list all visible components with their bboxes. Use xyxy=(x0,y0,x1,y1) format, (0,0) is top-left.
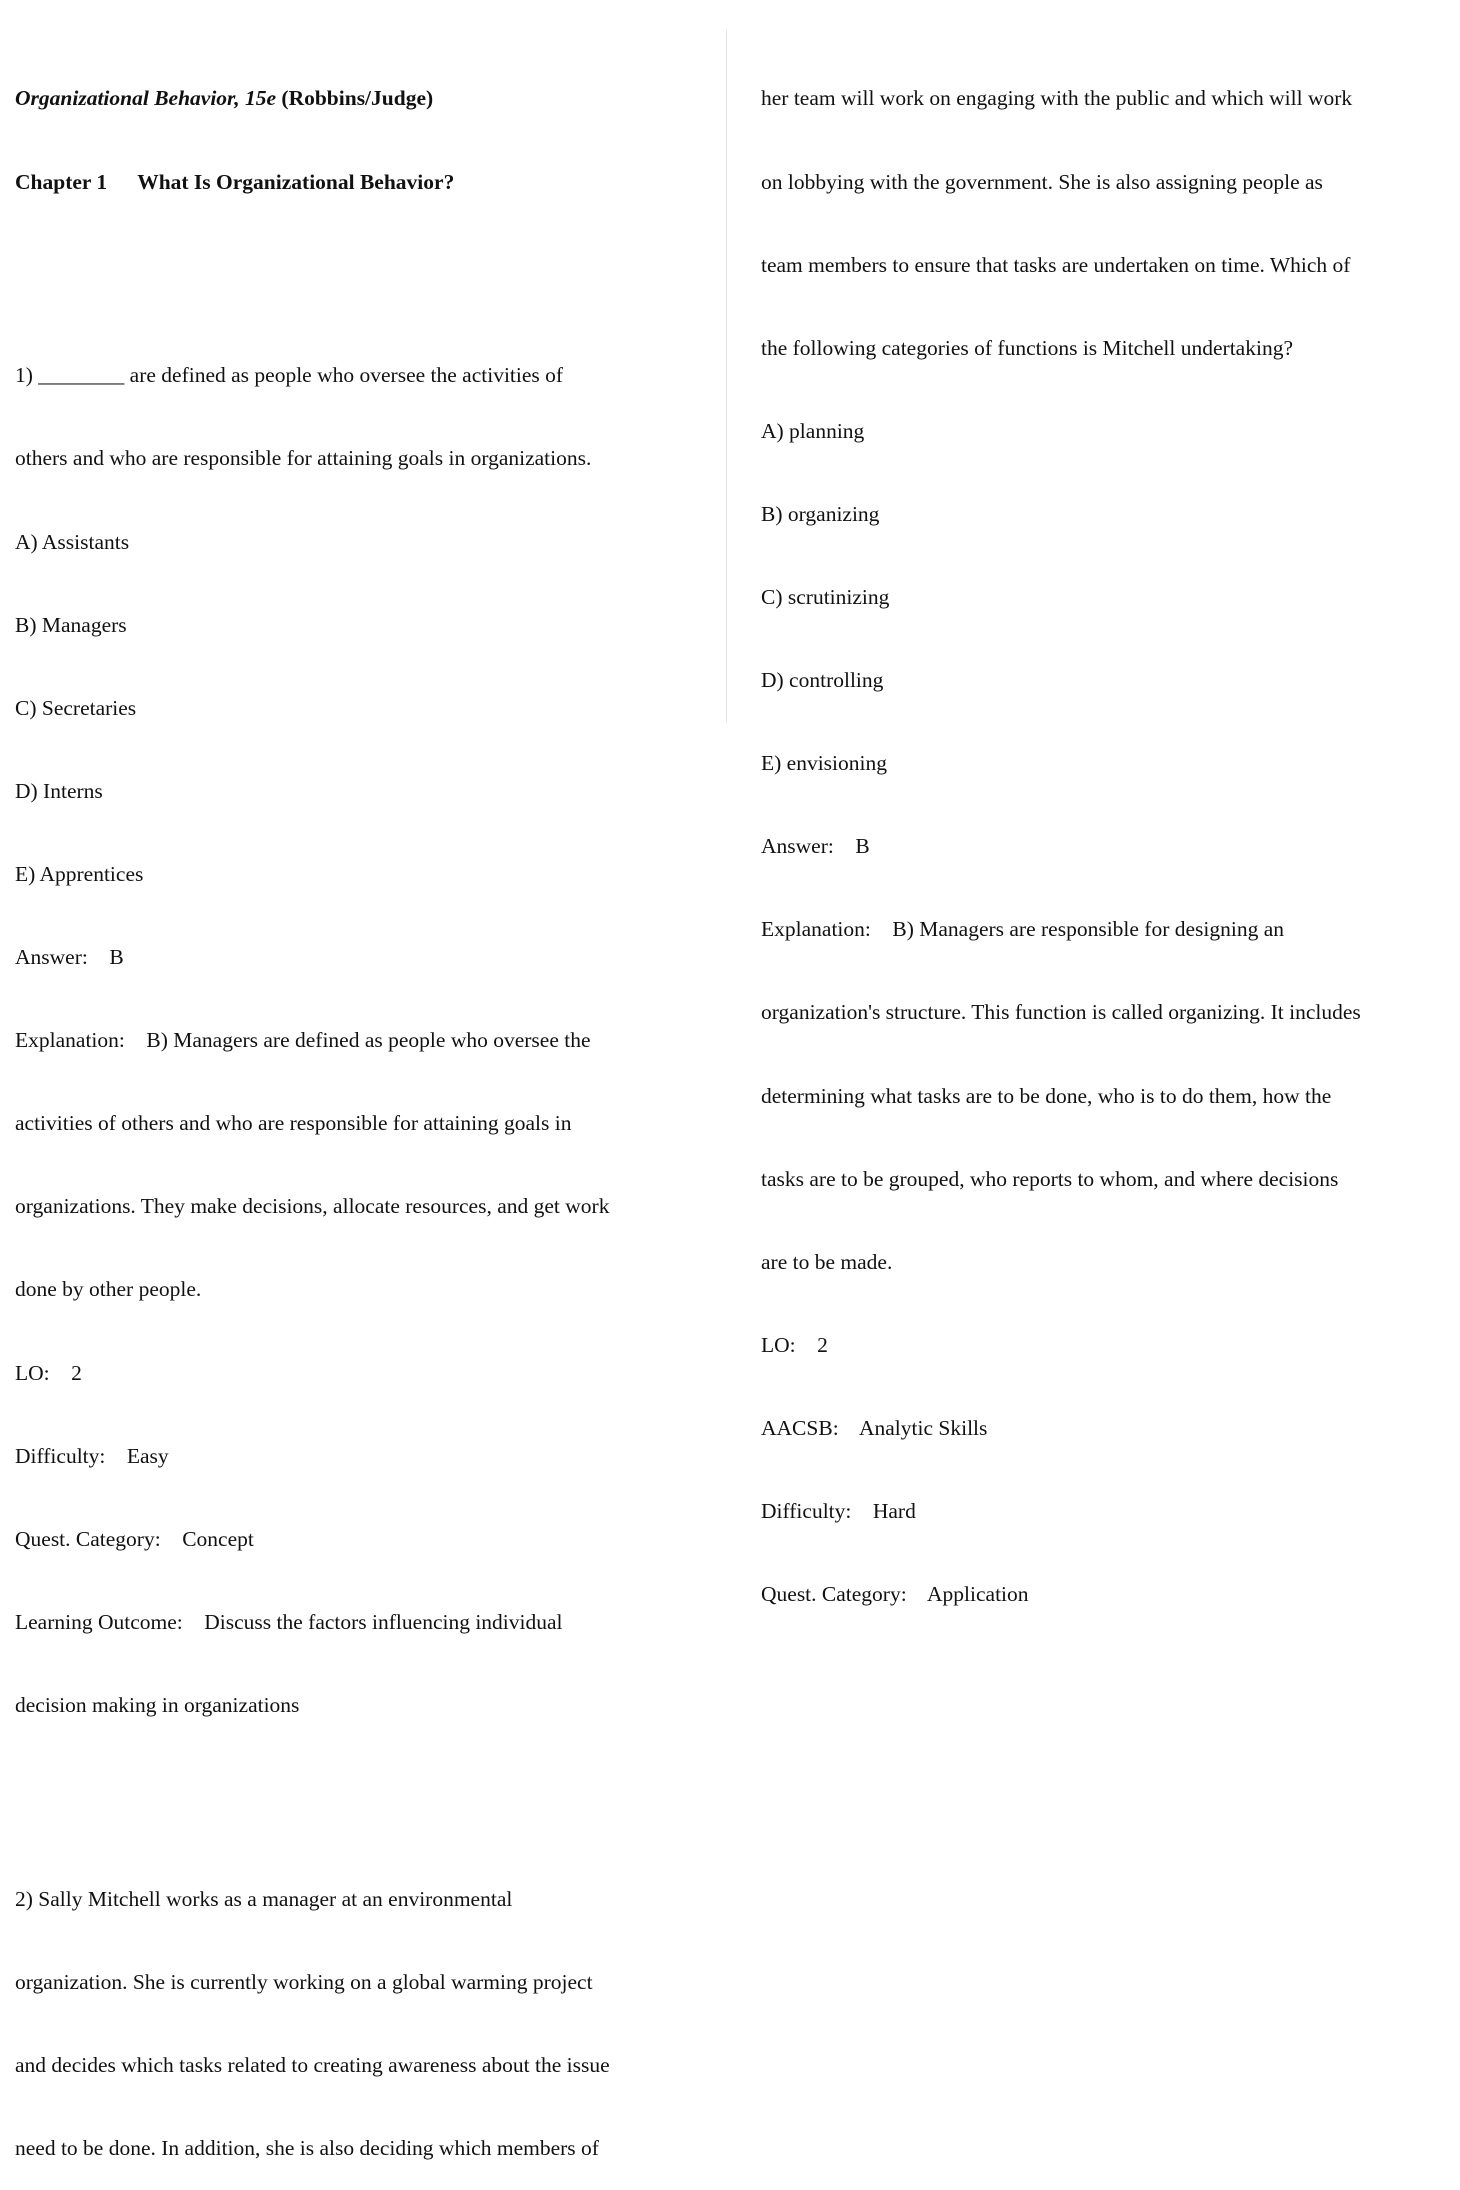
question-2-category: Quest. Category: Application xyxy=(761,1582,1029,1607)
question-2-explanation-line: tasks are to be grouped, who reports to whom, and where decisions xyxy=(761,1166,1339,1191)
question-2-stem-line: organization. She is currently working on a global warming project xyxy=(15,1969,593,1994)
question-2-stem-line: team members to ensure that tasks are undertaken on time. Which of xyxy=(761,252,1351,277)
question-1-learning-outcome: Learning Outcome: Discuss the factors influencing individual xyxy=(15,1609,563,1634)
question-2-explanation-line: organization's structure. This function is called organizing. It includes xyxy=(761,1000,1361,1025)
question-1-explanation-line: activities of others and who are responsible for attaining goals in xyxy=(15,1111,572,1136)
question-2-stem-line: 2) Sally Mitchell works as a manager at an environmental xyxy=(15,1886,513,1911)
question-2-explanation-line: are to be made. xyxy=(761,1249,893,1274)
question-2-stem-line: need to be done. In addition, she is also deciding which members of xyxy=(15,2136,599,2161)
spacer xyxy=(15,1775,715,1803)
chapter-label: Chapter 1 xyxy=(15,169,108,194)
question-2-explanation-line: Explanation: B) Managers are responsible for designing an xyxy=(761,917,1285,942)
question-2-stem-line: and decides which tasks related to creating awareness about the issue xyxy=(15,2052,610,2077)
question-1-lo: LO: 2 xyxy=(15,1360,82,1385)
question-2-stem-line: on lobbying with the government. She is also assigning people as xyxy=(761,169,1323,194)
question-1-explanation-line: organizations. They make decisions, allocate resources, and get work xyxy=(15,1194,610,1219)
question-1-stem-line: 1) ________ are defined as people who oversee the activities of xyxy=(15,363,564,388)
question-1-option-c: C) Secretaries xyxy=(15,695,137,720)
book-title-line xyxy=(15,85,715,113)
question-1-option-e: E) Apprentices xyxy=(15,861,144,886)
spacer xyxy=(15,252,715,280)
question-1-explanation-line: Explanation: B) Managers are defined as people who oversee the xyxy=(15,1028,591,1053)
question-2-stem-line: the following categories of functions is Mitchell undertaking? xyxy=(761,335,1293,360)
question-2-option-c: C) scrutinizing xyxy=(761,584,890,609)
question-1-explanation-line: done by other people. xyxy=(15,1277,202,1302)
question-2-explanation-line: determining what tasks are to be done, who is to do them, how the xyxy=(761,1083,1332,1108)
question-2-difficulty: Difficulty: Hard xyxy=(761,1499,916,1523)
question-1-answer: Answer: B xyxy=(15,945,124,970)
question-1-option-b: B) Managers xyxy=(15,612,127,637)
right-column xyxy=(761,30,1451,1636)
column-divider xyxy=(726,30,727,723)
book-title: Organizational Behavior, 15e xyxy=(15,86,277,111)
book-authors: (Robbins/Judge) xyxy=(276,86,434,111)
question-2-option-a: A) planning xyxy=(761,418,865,443)
question-1-stem-line: others and who are responsible for attaining goals in organizations. xyxy=(15,446,592,471)
question-1-option-a: A) Assistants xyxy=(15,529,130,554)
left-column xyxy=(15,30,715,2190)
question-2-stem-line: her team will work on engaging with the public and which will work xyxy=(761,86,1353,111)
chapter-heading xyxy=(15,169,715,197)
question-2-lo: LO: 2 xyxy=(761,1332,828,1357)
question-1-category: Quest. Category: Concept xyxy=(15,1526,254,1551)
question-1-option-d: D) Interns xyxy=(15,778,103,803)
question-2-aacsb: AACSB: Analytic Skills xyxy=(761,1415,988,1440)
question-1-learning-outcome: decision making in organizations xyxy=(15,1692,300,1717)
question-2-answer: Answer: B xyxy=(761,834,870,859)
question-2-option-e: E) envisioning xyxy=(761,751,887,776)
question-2-option-d: D) controlling xyxy=(761,668,884,693)
chapter-title: What Is Organizational Behavior? xyxy=(137,169,455,194)
question-1-difficulty: Difficulty: Easy xyxy=(15,1443,169,1468)
question-2-option-b: B) organizing xyxy=(761,501,880,526)
